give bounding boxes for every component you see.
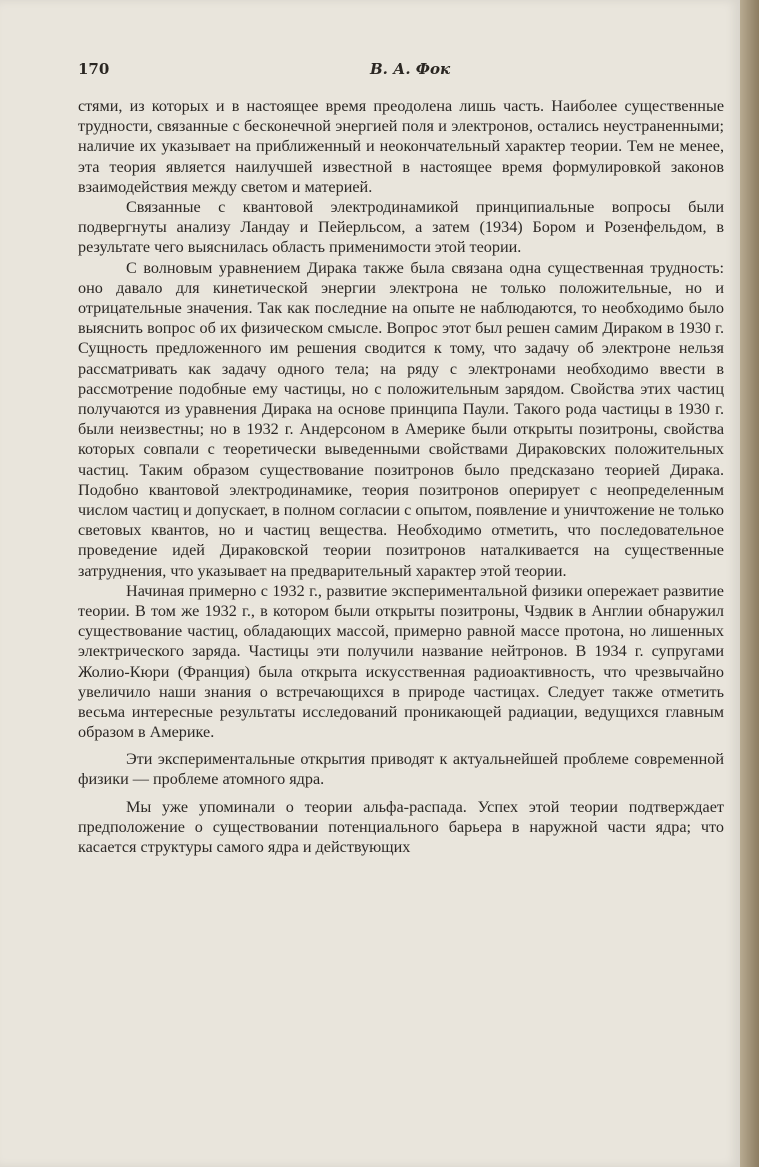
paragraph: стями, из которых и в настоящее время преодолена лишь часть. Наиболее существенные трудности, связанные с бесконечной энергией поля и электронов, остались неустраненными; наличие их указывает на приближенный и неокончательный характер теории. Тем не менее, эта теория является наилучшей известной в настоящее время формулировкой законов взаимодействия между светом и материей. — [78, 97, 724, 196]
running-title: В. А. Фок — [370, 60, 451, 78]
page-number: 170 — [78, 60, 110, 78]
body-text — [78, 96, 724, 858]
paragraph: Связанные с квантовой электродинамикой принципиальные вопросы были подвергнуты анализу Ландау и Пейерльсом, а затем (1934) Бором и Розенфельдом, в результате чего выяснилась область применимости этой теории. — [78, 198, 724, 257]
page-header — [78, 58, 678, 84]
paragraph: Эти экспериментальные открытия приводят к актуальнейшей проблеме современной физики — проблеме атомного ядра. — [78, 749, 724, 788]
paragraph: Начиная примерно с 1932 г., развитие экспериментальной физики опережает развитие теории. В том же 1932 г., в котором были открыты позитроны, Чэдвик в Англии обнаружил существование частиц, обладающих массой, примерно равной массе протона, но лишенных электрического заряда. Частицы эти получили название нейтронов. В 1934 г. супругами Жолио-Кюри (Франция) была открыта искусственная радиоактивность, что чрезвычайно увеличило наши знания о встречающихся в природе частицах. Следует также отметить весьма интересные результаты исследований проникающей радиации, ведущихся главным образом в Америке. — [78, 581, 724, 742]
paragraph: С волновым уравнением Дирака также была связана одна существенная трудность: оно давало для кинетической энергии электрона не только положительные, но и отрицательные значения. Так как последние на опыте не наблюдаются, то необходимо было выяснить вопрос об их физическом смысле. Вопрос этот был решен самим Дираком в 1930 г. Сущность предложенного им решения сводится к тому, что задачу об электроне нельзя рассматривать как задачу одного тела; на ряду с электронами необходимо ввести в рассмотрение подобные ему частицы, но с положительным зарядом. Свойства этих частиц получаются из уравнения Дирака на основе принципа Паули. Такого рода частицы в 1930 г. были неизвестны; но в 1932 г. Андерсоном в Америке были открыты позитроны, свойства которых совпали с теоретически выведенными свойствами Дираковских положительных частиц. Таким образом существование позитронов было предсказано теорией Дирака. Подобно квантовой электродинамике, теория позитронов оперирует с неопределенным числом частиц и допускает, в полном согласии с опытом, появление и уничтожение не только световых квантов, но и частиц вещества. Необходимо отметить, что последовательное проведение идей Дираковской теории позитронов наталкивается на существенные затруднения, что указывает на предварительный характер этой теории. — [78, 258, 724, 580]
page-edge — [740, 0, 759, 1167]
paragraph: Мы уже упоминали о теории альфа-распада. Успех этой теории подтверждает предположение о существовании потенциального барьера в наружной части ядра; что касается структуры самого ядра и действующих — [78, 797, 724, 857]
